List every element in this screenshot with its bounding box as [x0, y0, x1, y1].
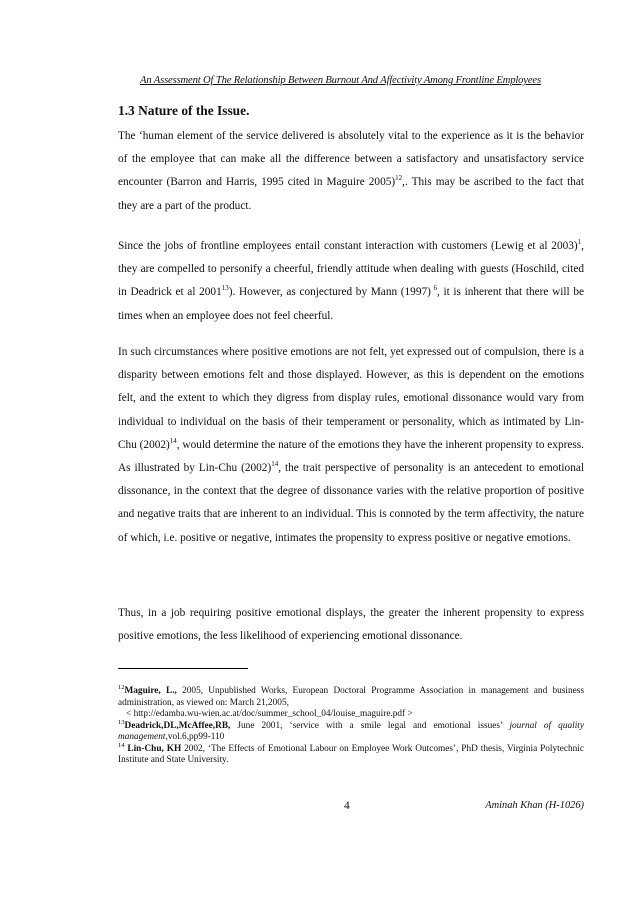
- footnote-ref-13: 13: [221, 284, 229, 293]
- footnote-ref-14: 14: [169, 437, 177, 446]
- footnote-13: $^{13}$Deadrick,DL,McAffee,RB, June 2001, ‘service with a smile legal and emotional issues’ journal of quality management,vol.6,pp99-110: [118, 718, 584, 742]
- footnote-12-url: < http://edamba.wu-wien.ac.at/doc/summer_school_04/louise_maguire.pdf >: [126, 709, 413, 719]
- paragraph-1: The ‘human element of the service delivered is absolutely vital to the experience as it is the behavior of the employee that can make all the difference between a satisfactory and unsatisfactory service encounter (Barron and Harris, 1995 cited in Maguire 2005)$^{12}$,. This may be ascribed to the fact that they are a part of the product.: [118, 130, 585, 212]
- running-header: An Assessment Of The Relationship Between Burnout And Affectivity Among Frontline Employees: [140, 75, 541, 86]
- footnote-divider: [118, 668, 248, 669]
- paragraph-3: In such circumstances where positive emotions are not felt, yet expressed out of compulsion, there is a disparity between emotions felt and those displayed. However, as this is dependent on the emotions felt, and the extent to which they digress from display rules, emotional dissonance would vary from individual to individual on the basis of their temperament or personality, which as intimated by Lin-Chu $(2002)^{14}$, would determine the nature of the emotions they have the inherent propensity to express. As illustrated by Lin-Chu $(2002)^{14}$, the trait perspective of personality is an antecedent to emotional dissonance, in the context that the degree of dissonance varies with the relative proportion of positive and negative traits that are inherent to an individual. This is connoted by the term affectivity, the nature of which, i.e. positive or negative, intimates the propensity to express positive or negative emotions.: [118, 346, 584, 544]
- footer-author: Aminah Khan (H-1026): [485, 800, 584, 811]
- page-number: 4: [344, 800, 350, 812]
- paragraph-4: Thus, in a job requiring positive emotional displays, the greater the inherent propensity to express positive emotions, the less likelihood of experiencing emotional dissonance.: [118, 607, 584, 643]
- footnote-ref-12: 12: [395, 174, 403, 183]
- section-heading: 1.3 Nature of the Issue.: [118, 103, 250, 118]
- footnote-ref-14b: 14: [271, 460, 279, 469]
- paragraph-2: Since the jobs of frontline employees entail constant interaction with customers (Lewig et al 2003)$^1$, they are compelled to personify a cheerful, friendly attitude when dealing with guests (Hoschild, cited in Deadrick et al 2001$^{13}$). However, as conjectured by Mann (1997) $^6$, it is inherent that there will be times when an employee does not feel cheerful.: [118, 238, 584, 322]
- footnotes: [118, 683, 585, 767]
- footnote-14: $^{14}$ Lin-Chu, KH 2002, ‘The Effects of Emotional Labour on Employee Work Outcomes’, PhD thesis, Virginia Polytechnic Institute and State University.: [118, 741, 585, 765]
- footnote-ref-1: 1: [577, 238, 582, 247]
- footnote-ref-6: 6: [430, 284, 437, 293]
- footnote-12: $^{12}$Maguire, L., 2005, Unpublished Works, European Doctoral Programme Association in management and business administration, as viewed on: March 21,2005,: [118, 683, 584, 708]
